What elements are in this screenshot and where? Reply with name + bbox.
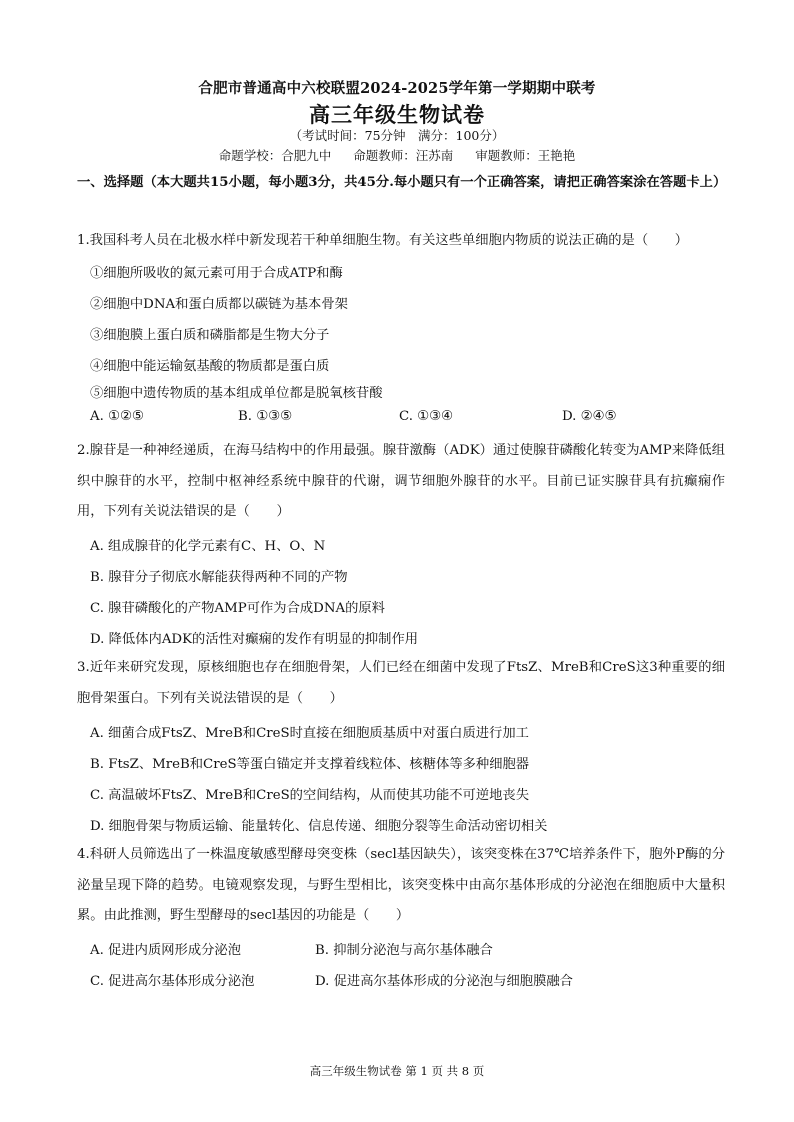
school-label: 命题学校：合肥九中 xyxy=(218,148,332,163)
exam-staff xyxy=(0,146,794,164)
q2-option-c: C. 腺苷磷酸化的产物AMP可作为合成DNA的原料 xyxy=(90,601,385,616)
q2-option-a: A. 组成腺苷的化学元素有C、H、O、N xyxy=(90,539,326,554)
q4-option-b: B. 抑制分泌泡与高尔基体融合 xyxy=(315,943,493,958)
q1-statement-1: ①细胞所吸收的氮元素可用于合成ATP和酶 xyxy=(90,266,343,281)
question-4-stem: 4.科研人员筛选出了一株温度敏感型酵母突变株（secl基因缺失），该突变株在37℃培养条件下，胞外P酶的分泌量呈现下降的趋势。电镜观察发现，与野生型相比，该突变株中由高尔基体形成的分泌泡在细胞质中大量积累。由此推测，野生型酵母的secl基因的功能是（ ） xyxy=(77,847,725,923)
q3-option-a: A. 细菌合成FtsZ、MreB和CreS时直接在细胞质基质中对蛋白质进行加工 xyxy=(90,726,529,741)
page-footer: 高三年级生物试卷 第 1 页 共 8 页 xyxy=(309,1064,485,1078)
q2-option-d: D. 降低体内ADK的活性对癫痫的发作有明显的抑制作用 xyxy=(90,632,419,647)
section-heading: 一、选择题（本大题共15小题，每小题3分，共45分.每小题只有一个正确答案，请把正确答案涂在答题卡上） xyxy=(77,175,727,190)
reviewer-label: 审题教师：王艳艳 xyxy=(475,148,576,163)
q1-option-c: C. ①③④ xyxy=(399,409,453,424)
q1-statement-4: ④细胞中能运输氨基酸的物质都是蛋白质 xyxy=(90,359,330,374)
q1-statement-3: ③细胞膜上蛋白质和磷脂都是生物大分子 xyxy=(90,328,330,343)
q3-option-d: D. 细胞骨架与物质运输、能量转化、信息传递、细胞分裂等生命活动密切相关 xyxy=(90,819,548,834)
exam-info: （考试时间：75分钟 满分：100分） xyxy=(289,128,505,143)
exam-subject-title: 高三年级生物试卷 xyxy=(309,102,485,127)
q4-option-d: D. 促进高尔基体形成的分泌泡与细胞膜融合 xyxy=(315,974,573,989)
q1-option-b: B. ①③⑤ xyxy=(238,409,292,424)
q1-option-a: A. ①②⑤ xyxy=(90,409,144,424)
question-2-stem: 2.腺苷是一种神经递质，在海马结构中的作用最强。腺苷激酶（ADK）通过使腺苷磷酸化转变为AMP来降低组织中腺苷的水平，控制中枢神经系统中腺苷的代谢，调节细胞外腺苷的水平。目前已证实腺苷具有抗癫痫作用，下列有关说法错误的是（ ） xyxy=(77,443,725,519)
q4-option-a: A. 促进内质网形成分泌泡 xyxy=(90,943,242,958)
q2-option-b: B. 腺苷分子彻底水解能获得两种不同的产物 xyxy=(90,570,348,585)
q3-option-c: C. 高温破坏FtsZ、MreB和CreS的空间结构，从而使其功能不可逆地丧失 xyxy=(90,788,530,803)
q1-option-d: D. ②④⑤ xyxy=(562,409,617,424)
q1-statement-5: ⑤细胞中遗传物质的基本组成单位都是脱氧核苷酸 xyxy=(90,386,383,401)
question-1-stem: 1.我国科考人员在北极水样中新发现若干种单细胞生物。有关这些单细胞内物质的说法正确的是（ ） xyxy=(77,233,689,248)
question-3-stem: 3.近年来研究发现，原核细胞也存在细胞骨架，人们已经在细菌中发现了FtsZ、MreB和CreS这3种重要的细胞骨架蛋白。下列有关说法错误的是（ ） xyxy=(77,660,725,706)
q3-option-b: B. FtsZ、MreB和CreS等蛋白锚定并支撑着线粒体、核糖体等多种细胞器 xyxy=(90,757,530,772)
exam-title: 合肥市普通高中六校联盟2024-2025学年第一学期期中联考 xyxy=(198,80,596,97)
q4-option-c: C. 促进高尔基体形成分泌泡 xyxy=(90,974,255,989)
q1-statement-2: ②细胞中DNA和蛋白质都以碳链为基本骨架 xyxy=(90,297,348,312)
setter-label: 命题教师：汪苏南 xyxy=(353,148,454,163)
